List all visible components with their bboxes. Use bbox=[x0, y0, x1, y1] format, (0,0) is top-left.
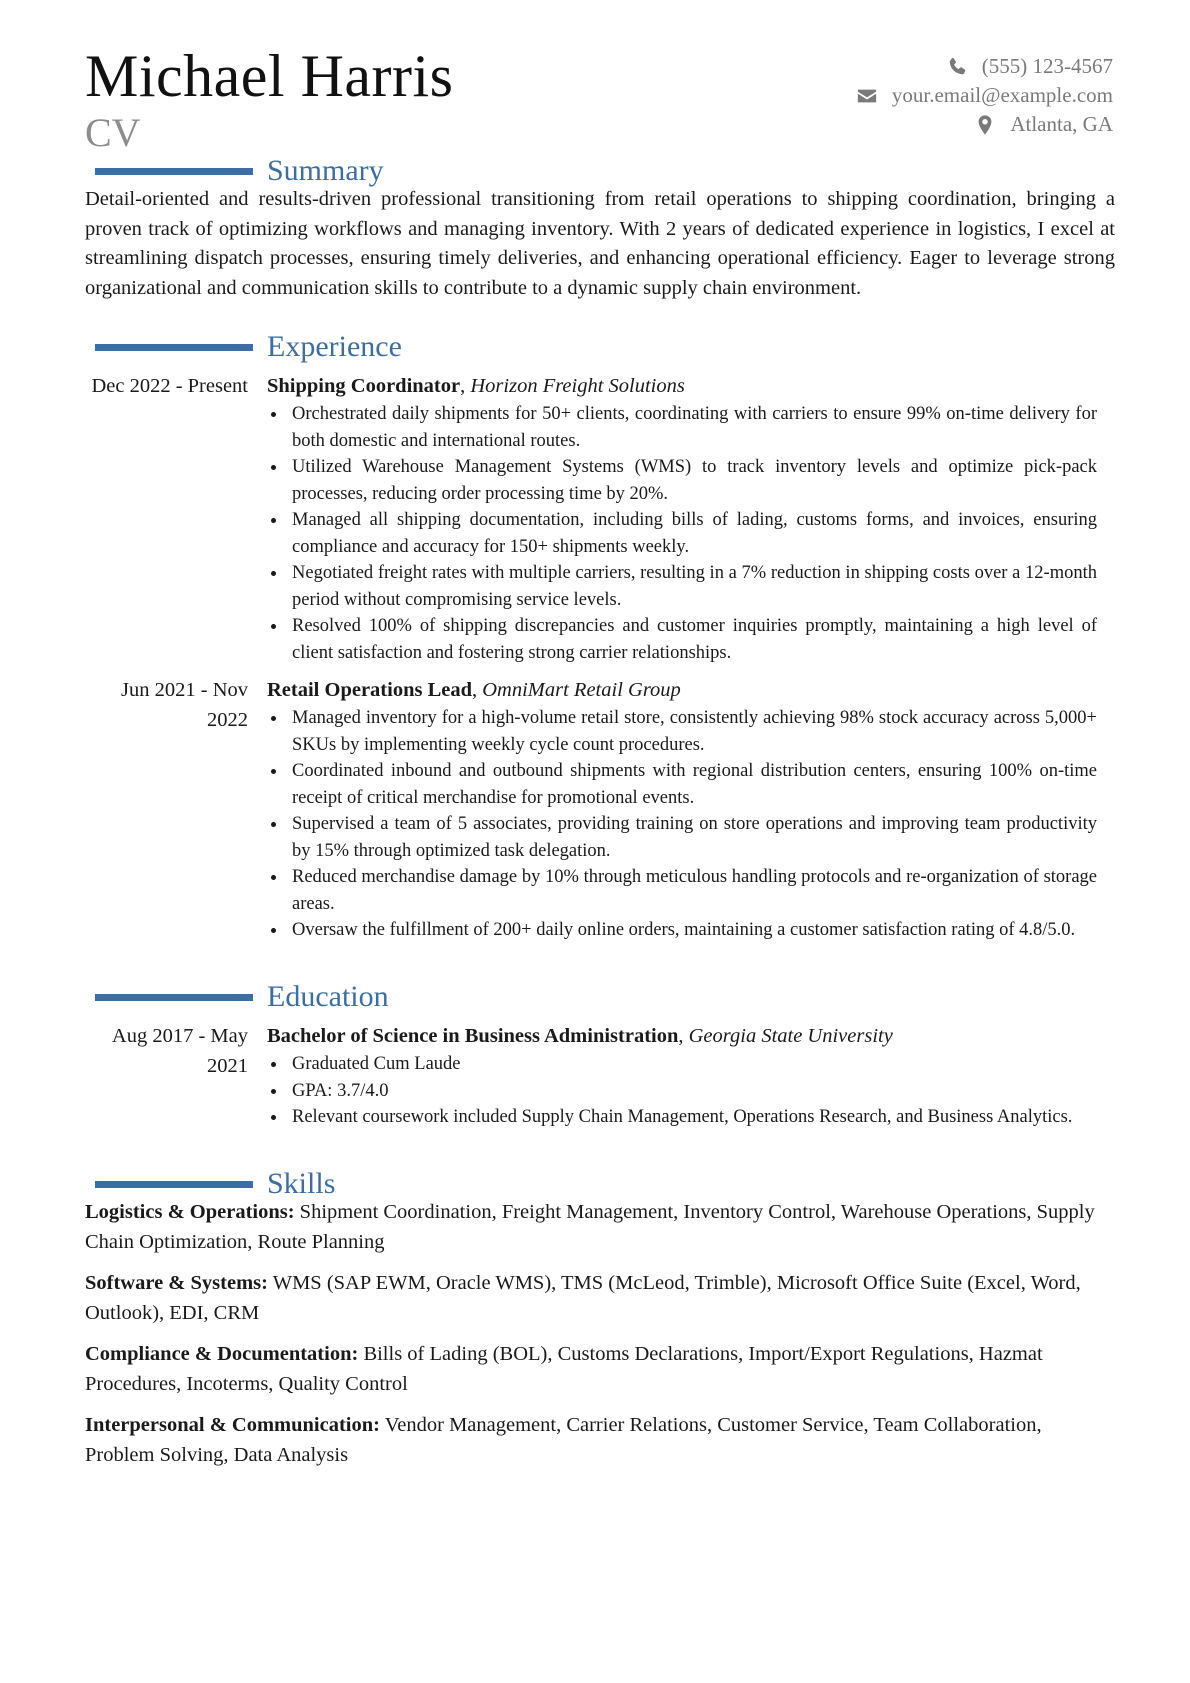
skill-list: Vendor Management, Carrier Relations, Customer Service, Team Collaboration, Problem Solving, Data Analysis bbox=[85, 1414, 1042, 1466]
bullet-item: Resolved 100% of shipping discrepancies and customer inquiries promptly, maintaining a high level of client satisfaction and fostering strong carrier relationships. bbox=[292, 613, 1107, 666]
bullet-item: GPA: 3.7/4.0 bbox=[292, 1078, 1107, 1105]
bullet-item: Orchestrated daily shipments for 50+ clients, coordinating with carriers to ensure 99% on-time delivery for both domestic and international routes. bbox=[292, 401, 1107, 454]
entry-date: Jun 2021 - Nov 2022 bbox=[121, 679, 248, 731]
skill-line bbox=[85, 1269, 1115, 1328]
entry-bullets bbox=[267, 705, 1107, 944]
contact-phone[interactable] bbox=[693, 52, 1113, 81]
skill-line bbox=[85, 1198, 1115, 1257]
bullet-item: Supervised a team of 5 associates, providing training on store operations and improving team productivity by 15% through optimized task delegation. bbox=[292, 811, 1107, 864]
entry-date: Dec 2022 - Present bbox=[91, 375, 248, 397]
entry-institution: Georgia State University bbox=[688, 1025, 893, 1047]
skill-line bbox=[85, 1411, 1115, 1470]
education-section-header bbox=[0, 980, 1190, 1016]
map-marker-icon bbox=[974, 114, 996, 136]
contact-email[interactable] bbox=[693, 81, 1113, 110]
experience-title: Experience bbox=[267, 330, 402, 363]
bullet-item: Managed all shipping documentation, including bills of lading, customs forms, and invoices, ensuring compliance and accuracy for 150+ shipments weekly. bbox=[292, 507, 1107, 560]
entry-bullets bbox=[267, 401, 1107, 666]
location-text: Atlanta, GA bbox=[1010, 112, 1113, 136]
contact-block bbox=[693, 52, 1113, 139]
bullet-item: Utilized Warehouse Management Systems (WMS) to track inventory levels and optimize pick-pack processes, reducing order processing time by 20%. bbox=[292, 454, 1107, 507]
section-accent-bar bbox=[95, 344, 253, 351]
skills-title: Skills bbox=[267, 1167, 336, 1200]
phone-icon bbox=[946, 56, 968, 78]
entry-organization: Horizon Freight Solutions bbox=[470, 375, 685, 397]
candidate-name: Michael Harris bbox=[85, 43, 454, 109]
bullet-item: Oversaw the fulfillment of 200+ daily online orders, maintaining a customer satisfaction rating of 4.8/5.0. bbox=[292, 917, 1107, 944]
summary-text: Detail-oriented and results-driven professional transitioning from retail operations to shipping coordination, bringing a proven track of optimizing workflows and managing inventory. With 2 years of dedicated experience in logistics, I excel at streamlining dispatch processes, ensuring timely deliveries, and enhancing operational efficiency. Eager to leverage strong organizational and communication skills to contribute to a dynamic supply chain environment. bbox=[85, 188, 1115, 299]
entry-role: Shipping Coordinator bbox=[267, 375, 461, 397]
contact-location bbox=[693, 110, 1113, 139]
skill-category: Interpersonal & Communication: bbox=[85, 1414, 380, 1436]
bullet-item: Reduced merchandise damage by 10% through meticulous handling protocols and re-organization of storage areas. bbox=[292, 864, 1107, 917]
email-text: your.email@example.com bbox=[891, 83, 1113, 107]
skill-list: Bills of Lading (BOL), Customs Declarations, Import/Export Regulations, Hazmat Procedures, Incoterms, Quality Control bbox=[85, 1343, 1043, 1395]
summary-title: Summary bbox=[267, 154, 384, 187]
section-accent-bar bbox=[95, 1181, 253, 1188]
envelope-icon bbox=[856, 85, 878, 107]
document-subtitle: CV bbox=[85, 110, 141, 155]
entry-degree: Bachelor of Science in Business Administration bbox=[267, 1025, 679, 1047]
entry-organization: OmniMart Retail Group bbox=[482, 679, 681, 701]
section-accent-bar bbox=[95, 994, 253, 1001]
education-title: Education bbox=[267, 980, 389, 1013]
phone-text: (555) 123-4567 bbox=[981, 54, 1113, 78]
skill-list: Shipment Coordination, Freight Management, Inventory Control, Warehouse Operations, Supply Chain Optimization, Route Planning bbox=[85, 1201, 1095, 1253]
entry-role: Retail Operations Lead bbox=[267, 679, 472, 701]
bullet-item: Relevant coursework included Supply Chain Management, Operations Research, and Business Analytics. bbox=[292, 1104, 1107, 1131]
skill-category: Logistics & Operations: bbox=[85, 1201, 295, 1223]
bullet-item: Coordinated inbound and outbound shipments with regional distribution centers, ensuring 100% on-time receipt of critical merchandise for promotional events. bbox=[292, 758, 1107, 811]
bullet-item: Graduated Cum Laude bbox=[292, 1051, 1107, 1078]
entry-date: Aug 2017 - May 2021 bbox=[111, 1025, 248, 1077]
skill-category: Compliance & Documentation: bbox=[85, 1343, 359, 1365]
skill-line bbox=[85, 1340, 1115, 1399]
bullet-item: Negotiated freight rates with multiple carriers, resulting in a 7% reduction in shipping costs over a 12-month period without compromising service levels. bbox=[292, 560, 1107, 613]
entry-bullets bbox=[267, 1051, 1107, 1131]
entry-heading: Shipping Coordinator, Horizon Freight Solutions bbox=[267, 375, 685, 397]
section-accent-bar bbox=[95, 168, 253, 175]
bullet-item: Managed inventory for a high-volume retail store, consistently achieving 98% stock accuracy across 5,000+ SKUs by implementing weekly cycle count procedures. bbox=[292, 705, 1107, 758]
entry-heading: Bachelor of Science in Business Administration, Georgia State University bbox=[267, 1025, 893, 1047]
experience-section-header bbox=[0, 330, 1190, 366]
entry-heading: Retail Operations Lead, OmniMart Retail Group bbox=[267, 679, 681, 701]
skill-category: Software & Systems: bbox=[85, 1272, 268, 1294]
skill-list: WMS (SAP EWM, Oracle WMS), TMS (McLeod, Trimble), Microsoft Office Suite (Excel, Word, Outlook), EDI, CRM bbox=[85, 1272, 1081, 1324]
